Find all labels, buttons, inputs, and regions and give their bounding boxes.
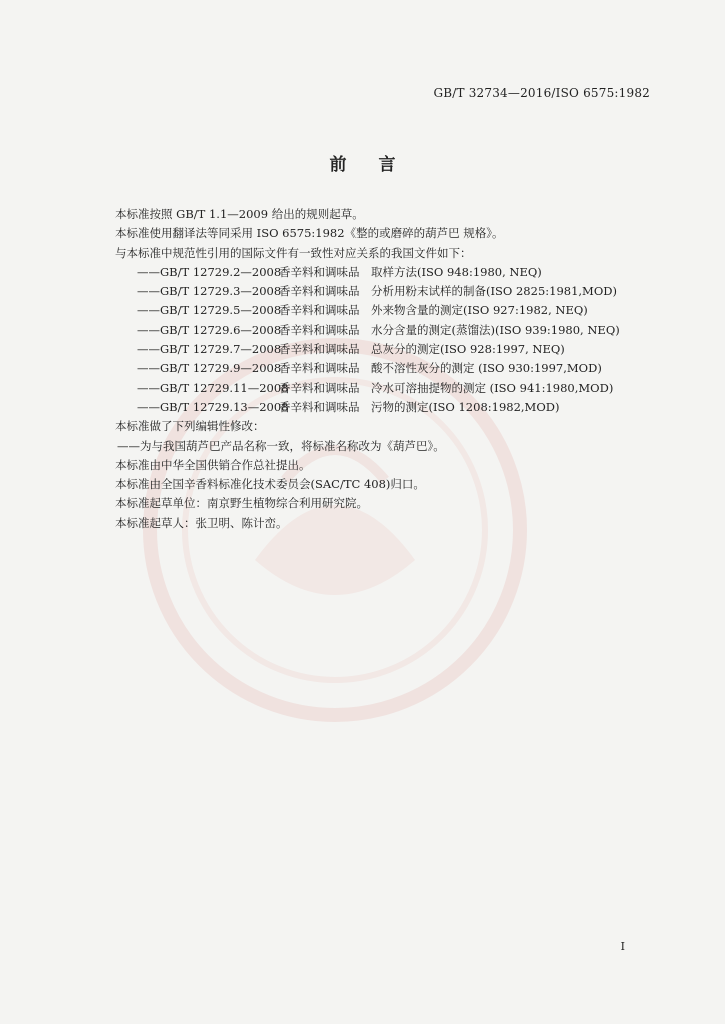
reference-item bbox=[115, 340, 655, 359]
reference-name: 水分含量的测定(蒸馏法)(ISO 939:1980, NEQ) bbox=[371, 322, 620, 337]
reference-item bbox=[115, 379, 655, 398]
paragraph-governing-committee: 本标准由全国辛香料标准化技术委员会(SAC/TC 408)归口。 bbox=[115, 477, 425, 492]
reference-item bbox=[115, 321, 655, 340]
paragraph-references-intro: 与本标准中规范性引用的国际文件有一致性对应关系的我国文件如下： bbox=[115, 245, 472, 260]
reference-name: 取样方法(ISO 948:1980, NEQ) bbox=[371, 264, 542, 279]
reference-category: 香辛料和调味品 bbox=[279, 399, 360, 414]
reference-code: ——GB/T 12729.13—2008 bbox=[137, 399, 289, 414]
paragraph-drafting-unit: 本标准起草单位：南京野生植物综合利用研究院。 bbox=[115, 496, 368, 511]
reference-category: 香辛料和调味品 bbox=[279, 361, 360, 376]
standard-code-header: GB/T 32734—2016/ISO 6575:1982 bbox=[433, 86, 650, 100]
reference-category: 香辛料和调味品 bbox=[279, 380, 360, 395]
paragraph-edits-intro: 本标准做了下列编辑性修改： bbox=[115, 419, 265, 434]
reference-name: 分析用粉末试样的制备(ISO 2825:1981,MOD) bbox=[371, 284, 617, 299]
paragraph-adoption: 本标准使用翻译法等同采用 ISO 6575:1982《整的或磨碎的葫芦巴 规格》。 bbox=[115, 226, 504, 241]
reference-category: 香辛料和调味品 bbox=[279, 322, 360, 337]
reference-item bbox=[115, 359, 655, 378]
paragraph-drafting-rule: 本标准按照 GB/T 1.1—2009 给出的规则起草。 bbox=[115, 207, 364, 221]
reference-item bbox=[115, 282, 655, 301]
reference-item bbox=[115, 398, 655, 417]
document-body bbox=[115, 205, 655, 533]
reference-code: ——GB/T 12729.6—2008 bbox=[137, 322, 282, 337]
reference-name: 污物的测定(ISO 1208:1982,MOD) bbox=[371, 399, 560, 414]
reference-item bbox=[115, 263, 655, 282]
reference-category: 香辛料和调味品 bbox=[279, 284, 360, 299]
reference-code: ——GB/T 12729.9—2008 bbox=[137, 361, 282, 376]
reference-code: ——GB/T 12729.7—2008 bbox=[137, 342, 282, 357]
reference-name: 外来物含量的测定(ISO 927:1982, NEQ) bbox=[371, 303, 588, 318]
page-title bbox=[0, 150, 725, 175]
paragraph-drafters: 本标准起草人：张卫明、陈计峦。 bbox=[115, 515, 288, 530]
reference-code: ——GB/T 12729.5—2008 bbox=[137, 303, 282, 318]
reference-name: 冷水可溶抽提物的测定 (ISO 941:1980,MOD) bbox=[371, 380, 614, 395]
title-char: 言 bbox=[378, 155, 396, 175]
reference-code: ——GB/T 12729.3—2008 bbox=[137, 284, 282, 299]
reference-category: 香辛料和调味品 bbox=[279, 303, 360, 318]
edit-item: ——为与我国葫芦巴产品名称一致，将标准名称改为《葫芦巴》。 bbox=[117, 438, 445, 453]
reference-item bbox=[115, 301, 655, 320]
reference-category: 香辛料和调味品 bbox=[279, 264, 360, 279]
reference-code: ——GB/T 12729.11—2008 bbox=[137, 380, 289, 395]
reference-code: ——GB/T 12729.2—2008 bbox=[137, 264, 282, 279]
page-number: I bbox=[620, 940, 625, 953]
reference-category: 香辛料和调味品 bbox=[279, 342, 360, 357]
title-char: 前 bbox=[329, 155, 347, 175]
paragraph-proposer: 本标准由中华全国供销合作总社提出。 bbox=[115, 457, 311, 472]
reference-name: 总灰分的测定(ISO 928:1997, NEQ) bbox=[371, 342, 565, 357]
reference-name: 酸不溶性灰分的测定 (ISO 930:1997,MOD) bbox=[371, 361, 602, 376]
